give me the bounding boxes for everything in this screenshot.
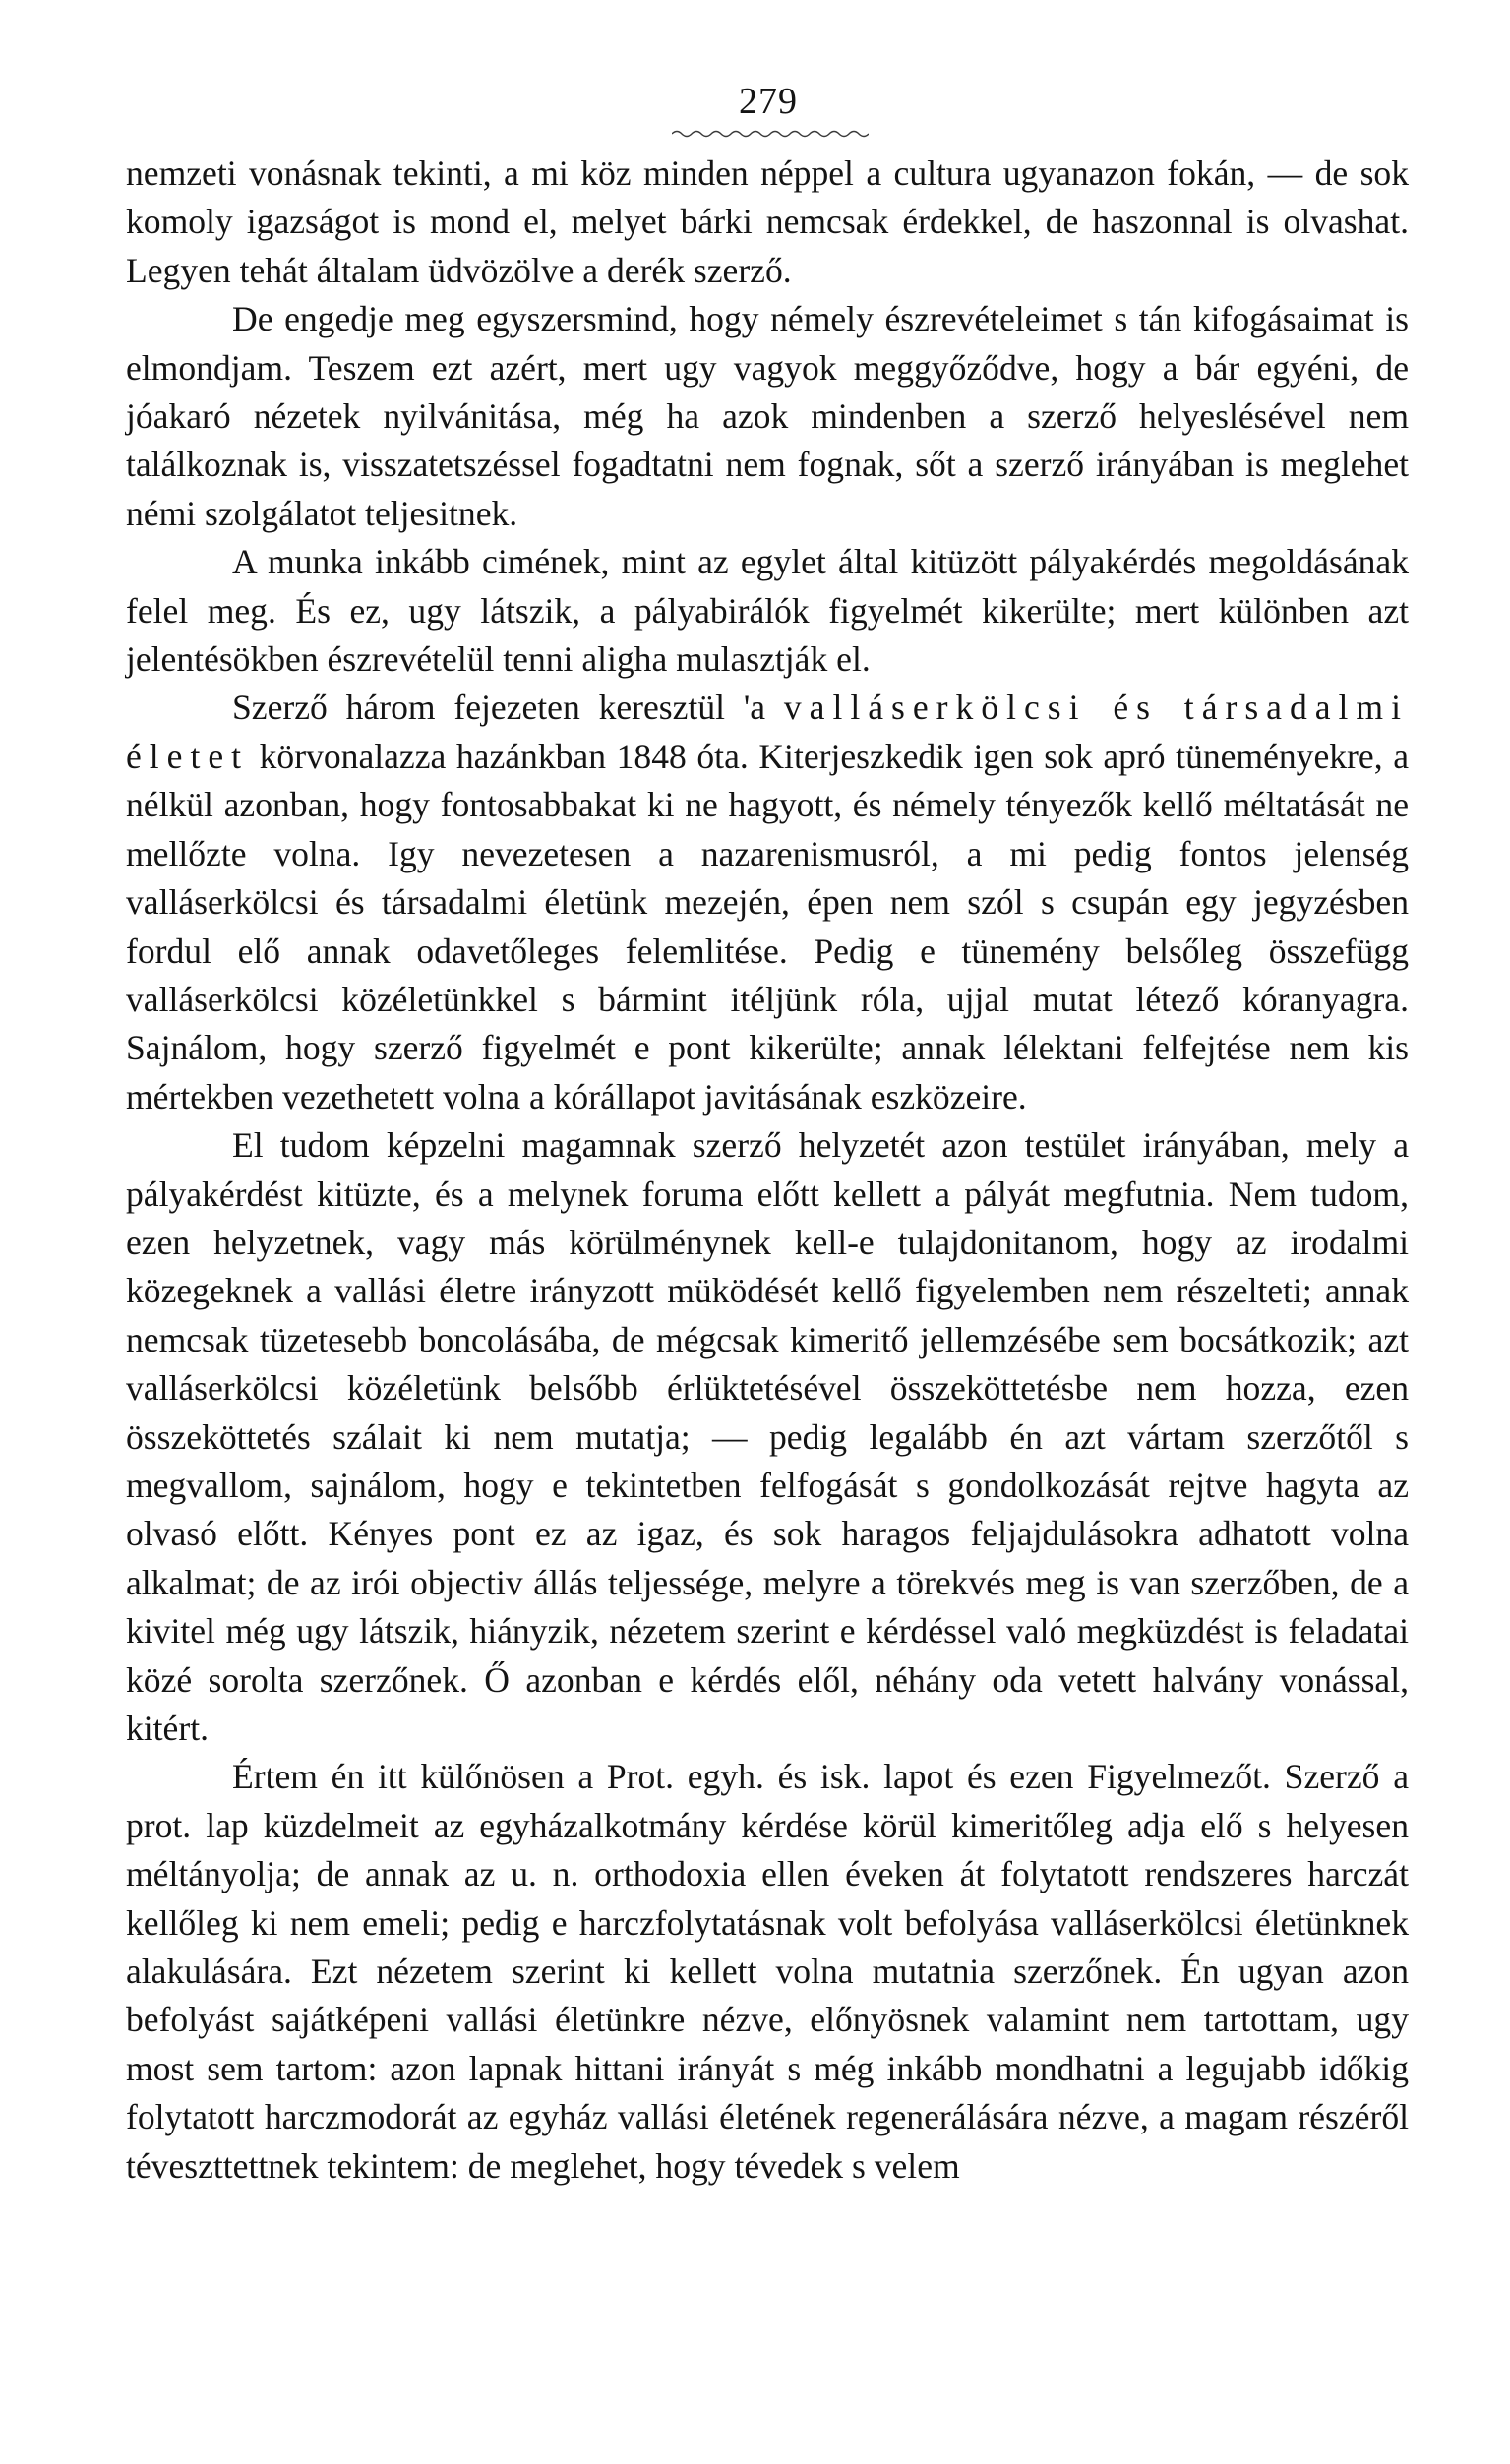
spaced-emphasis-text: valláserkölcsi és társadalmi életet [126, 688, 1409, 776]
paragraph-text: Szerző három fejezeten keresztül 'a [232, 688, 784, 728]
page-number: 279 [739, 81, 798, 122]
paragraph-text: De engedje meg egyszersmind, hogy némely észrevételeimet s tán kifogásaimat is elmondjam. Teszem ezt azért, mert ugy vagyok meggyőződve, hogy a bár egyéni, de jóakaró nézetek nyilvánitása, még ha azok mindenben a szerző helyeslésével nem találkoznak is, visszatetszéssel fogadtatni nem fognak, sőt a szerző irányában is meglehet némi szolgálatot teljesitnek. [126, 299, 1409, 533]
paragraph-text: körvonalazza hazánkban 1848 óta. Kiterjeszkedik igen sok apró tüneményekre, a nélkül azonban, hogy fontosabbakat ki ne hagyott, és némely tényezők kellő méltatását ne mellőzte volna. Igy nevezetesen a nazarenismusról, a mi pedig fontos jelenség valláserkölcsi és társadalmi életünk mezején, épen nem szól s csupán egy jegyzésben fordul elő annak odavetőleges felemlitése. Pedig e tünemény belsőleg összefügg valláserkölcsi közéletünkkel s bármint itéljünk róla, ujjal mutat létező kóranyagra. Sajnálom, hogy szerző figyelmét e pont kikerülte; annak lélektani felfejtése nem kis mértekben vezethetett volna a kórállapot javitásának eszközeire. [126, 736, 1409, 1116]
paragraph [126, 538, 1409, 684]
decorative-wavy-rule [672, 128, 869, 140]
paragraph-text: nemzeti vonásnak tekinti, a mi köz minden néppel a cultura ugyanazon fokán, — de sok komoly igazságot is mond el, melyet bárki nemcsak érdekkel, de haszonnal is olvashat. Legyen tehát általam üdvözölve a derék szerző. [126, 153, 1409, 290]
body-text [126, 150, 1409, 2191]
paragraph [126, 684, 1409, 1121]
paragraph-text: El tudom képzelni magamnak szerző helyzetét azon testület irányában, mely a pályakérdést kitüzte, és a melynek foruma előtt kellett a pályát megfutnia. Nem tudom, ezen helyzetnek, vagy más körülménynek kell-e tulajdonitanom, hogy az irodalmi közegeknek a vallási életre irányzott müködését kellő figyelemben nem részelteti; annak nemcsak tüzetesebb boncolásába, de mégcsak kimeritő jellemzésébe sem bocsátkozik; azt valláserkölcsi közéletünk belsőbb érlüktetésével összeköttetésbe nem hozza, ezen összeköttetés szálait ki nem mutatja; — pedig legalább én azt vártam szerzőtől s megvallom, sajnálom, hogy e tekintetben felfogását s gondolkozását rejtve hagyta az olvasó előtt. Kényes pont ez az igaz, és sok haragos feljajdulásokra adhatott volna alkalmat; de az irói objectiv állás teljessége, melyre a törekvés meg is van szerzőben, de a kivitel még ugy látszik, hiányzik, nézetem szerint e kérdéssel való megküzdést is feladatai közé sorolta szerzőnek. Ő azonban e kérdés elől, néhány oda vetett halvány vonással, kitért. [126, 1125, 1409, 1748]
page-header [126, 79, 1409, 150]
paragraph [126, 1121, 1409, 1753]
paragraph-text: Értem én itt külőnösen a Prot. egyh. és isk. lapot és ezen Figyelmezőt. Szerző a prot. lap küzdelmeit az egyházalkotmány kérdése körül kimeritőleg adja elő s helyesen méltányolja; de annak az u. n. orthodoxia ellen éveken át folytatott rendszeres harczát kellőleg ki nem emeli; pedig e harczfolytatásnak volt befolyása valláserkölcsi életünknek alakulására. Ezt nézetem szerint ki kellett volna mutatnia szerzőnek. Én ugyan azon befolyást sajátképeni vallási életünkre nézve, előnyösnek valamint nem tartottam, ugy most sem tartom: azon lapnak hittani irányát s még inkább mondhatni a legujabb időkig folytatott harczmodorát az egyház vallási életének regenerálására nézve, a magam részéről téveszttettnek tekintem: de meglehet, hogy tévedek s velem [126, 1757, 1409, 2186]
paragraph [126, 1753, 1409, 2191]
paragraph [126, 150, 1409, 295]
paragraph-text: A munka inkább cimének, mint az egylet által kitüzött pályakérdés megoldásának felel meg. És ez, ugy látszik, a pályabirálók figyelmét kikerülte; mert különben azt jelentésökben észrevételül tenni aligha mulasztják el. [126, 542, 1409, 680]
document-page [126, 79, 1409, 2191]
paragraph [126, 295, 1409, 538]
